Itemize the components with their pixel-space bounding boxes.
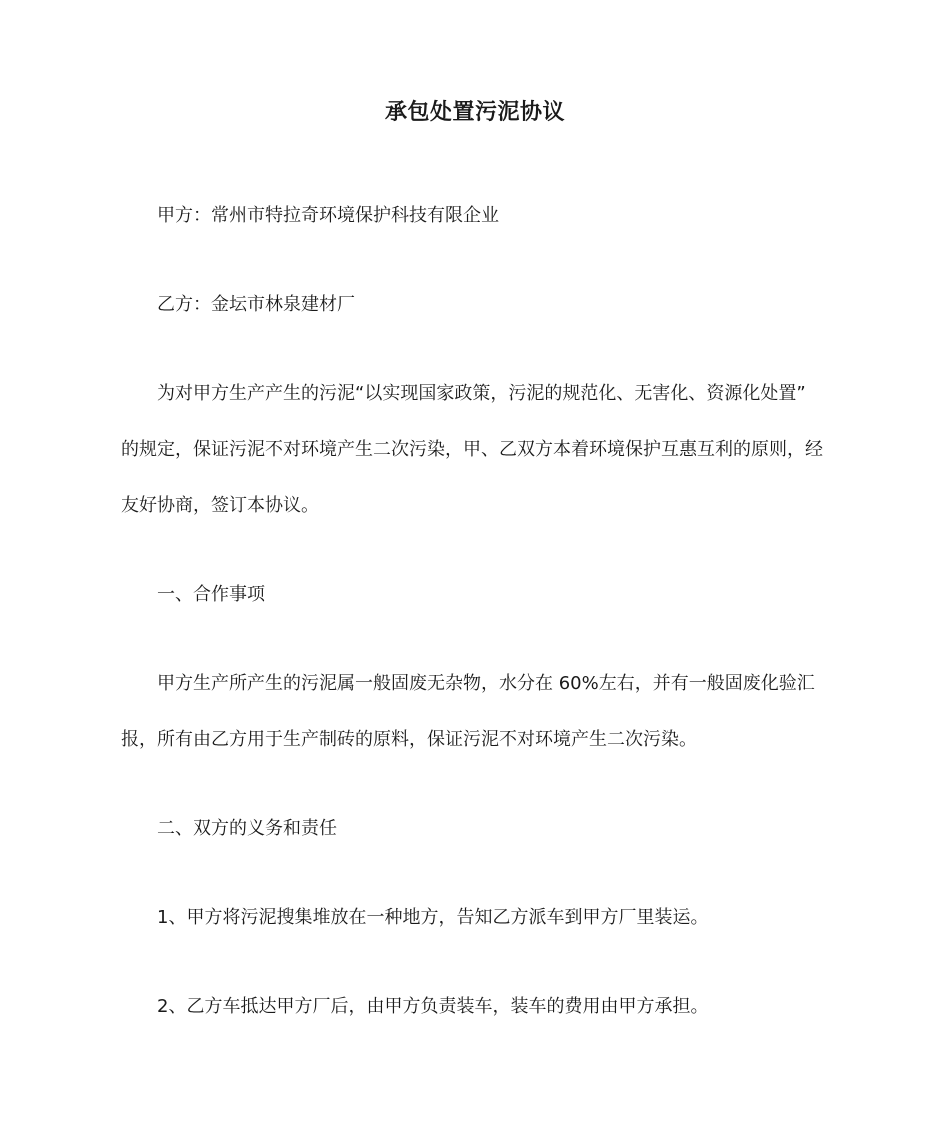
section-1-heading: 一、合作事项 — [157, 584, 265, 605]
intro-line-1: 为对甲方生产产生的污泥“以实现国家政策，污泥的规范化、无害化、资源化处置” — [157, 383, 806, 404]
party-b-line: 乙方：金坛市林泉建材厂 — [157, 294, 355, 315]
section-1-body-line-2: 报，所有由乙方用于生产制砖的原料，保证污泥不对环境产生二次污染。 — [121, 729, 697, 750]
party-a-line: 甲方：常州市特拉奇环境保护科技有限企业 — [157, 205, 499, 226]
clause-2: 2、乙方车抵达甲方厂后，由甲方负责装车，装车的费用由甲方承担。 — [157, 996, 709, 1017]
intro-line-3: 友好协商，签订本协议。 — [121, 495, 319, 516]
clause-1: 1、甲方将污泥搜集堆放在一种地方，告知乙方派车到甲方厂里装运。 — [157, 907, 709, 928]
document-title: 承包处置污泥协议 — [384, 100, 565, 125]
section-2-heading: 二、双方的义务和责任 — [157, 818, 337, 839]
intro-line-2: 的规定，保证污泥不对环境产生二次污染，甲、乙双方本着环境保护互惠互利的原则，经 — [121, 439, 823, 460]
section-1-body-line-1: 甲方生产所产生的污泥属一般固废无杂物，水分在 60%左右，并有一般固废化验汇 — [157, 673, 815, 694]
